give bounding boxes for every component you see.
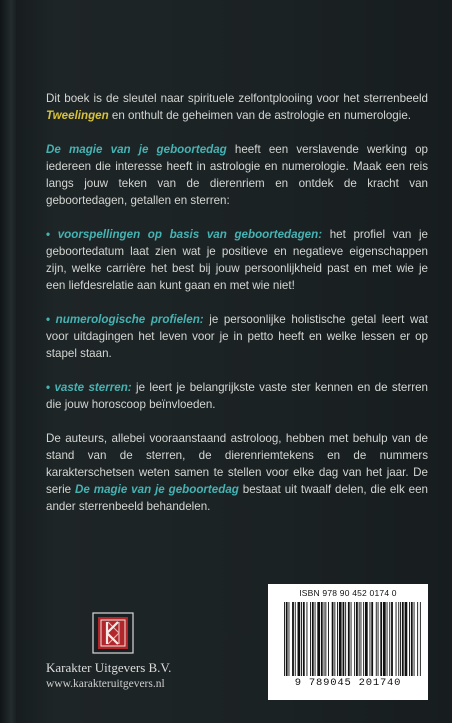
bullet-icon: • [46,228,51,241]
barcode-bar [321,602,323,676]
authors-text-1: De auteurs, allebei vooraanstaand astroloog, hebben met behulp van de stand van de sterren, de dierenriemtekens en de nummers karakterschetsen weten samen te stellen voor elke dag van het jaar. De serie [46,432,428,496]
intro-text-2: en onthult de geheimen van de astrologie en numerologie. [108,109,411,122]
barcode-bar [298,602,301,676]
barcode-bar [414,602,415,676]
blurb-text [46,90,428,532]
barcode-bar [332,602,334,676]
barcode-bar [351,602,352,676]
barcode-bar [398,602,399,676]
intro-text-1: Dit boek is de sleutel naar spirituele zelfontplooiing voor het sterrenbeeld [46,92,428,105]
barcode-bar [345,602,346,676]
series-paragraph [46,141,428,209]
barcode-bar [396,602,397,676]
barcode-bar [325,602,326,676]
bullet-title: vaste sterren: [54,381,132,394]
barcode-bar [370,602,371,676]
barcode-bar [289,602,290,676]
isbn-label: ISBN 978 90 452 0174 0 [299,588,397,598]
barcode-bar [402,602,404,676]
bullet-item-predictions [46,226,428,294]
barcode-bar [361,602,362,676]
barcode-bar [307,602,308,676]
barcode-bar [348,602,350,676]
bullet-text: je persoonlijke holistische getal leert wat voor uitdagingen het leven voor je in petto heeft en welke lessen er op stapel staan. [46,313,428,360]
barcode-bar [389,602,390,676]
barcode-image [282,602,422,676]
barcode-bar [365,602,368,676]
intro-paragraph [46,90,428,124]
barcode-bar [339,602,342,676]
barcode-bar [391,602,393,676]
barcode-bar [303,602,305,676]
barcode-number: 9 789045 201740 [294,677,402,689]
bullet-text: je leert je belangrijkste vaste ster kennen en de sterren die jouw horoscoop beïnvloeden. [46,381,428,411]
barcode-bar [317,602,320,676]
series-title: De magie van je geboortedag [46,143,227,156]
bullet-icon: • [46,381,51,394]
barcode-bar [400,602,401,676]
publisher-url[interactable]: www.karakteruitgevers.nl [46,678,165,690]
barcode-bar [411,602,413,676]
barcode-bar [359,602,360,676]
barcode-bar [380,602,382,676]
publisher-logo-icon [92,612,134,654]
bullet-title: numerologische profielen: [55,313,204,326]
barcode-bar [409,602,410,676]
bullet-title: voorspellingen op basis van geboortedagen: [57,228,323,241]
barcode-bar [420,602,421,676]
barcode-bar [337,602,338,676]
barcode-bar [286,602,288,676]
barcode-bar [376,602,377,676]
barcode-box [268,584,428,700]
bullet-text: het profiel van je geboortedatum laat zien wat je positieve en negatieve eigenschappen zijn, welke carrière het best bij jouw persoonlijkheid past en met wie je een liefdesrelatie aan kunt gaan en met wie niet! [46,228,429,292]
authors-text-2: bestaat uit twaalf delen, die elk een ander sterrenbeeld behandelen. [46,483,428,513]
publisher-name: Karakter Uitgevers B.V. [46,660,172,675]
zodiac-sign-name: Tweelingen [46,109,109,122]
barcode-bar [371,602,373,676]
barcode-bar [383,602,386,676]
barcode-bar [363,602,364,676]
series-title-inline: De magie van je geboortedag [75,483,239,496]
spine-edge [0,0,16,723]
barcode-bar [301,602,302,676]
barcode-bar [334,602,335,676]
barcode-bar [354,602,355,676]
barcode-bar [292,602,294,676]
barcode-bar [356,602,358,676]
barcode-bar [328,602,329,676]
barcode-bar [315,602,316,676]
barcode-bar [312,602,314,676]
barcode-bar [295,602,296,676]
barcode-bar [387,602,388,676]
series-description: heeft een verslavende werking op iedereen die interesse heeft in astrologie en numerologie. Maak een reis langs jouw teken van de dierenriem en ontdek de kracht van geboortedagen, getallen en sterren: [46,143,428,207]
barcode-bar [310,602,311,676]
barcode-bar [284,602,285,676]
barcode-bar [343,602,345,676]
barcode-bar [378,602,379,676]
barcode-bar [417,602,418,676]
barcode-bar [405,602,408,676]
bullet-item-fixed-stars [46,379,428,413]
authors-paragraph [46,430,428,515]
bullet-item-numerology [46,311,428,362]
bullet-icon: • [46,313,51,326]
barcode-bar [324,602,325,676]
